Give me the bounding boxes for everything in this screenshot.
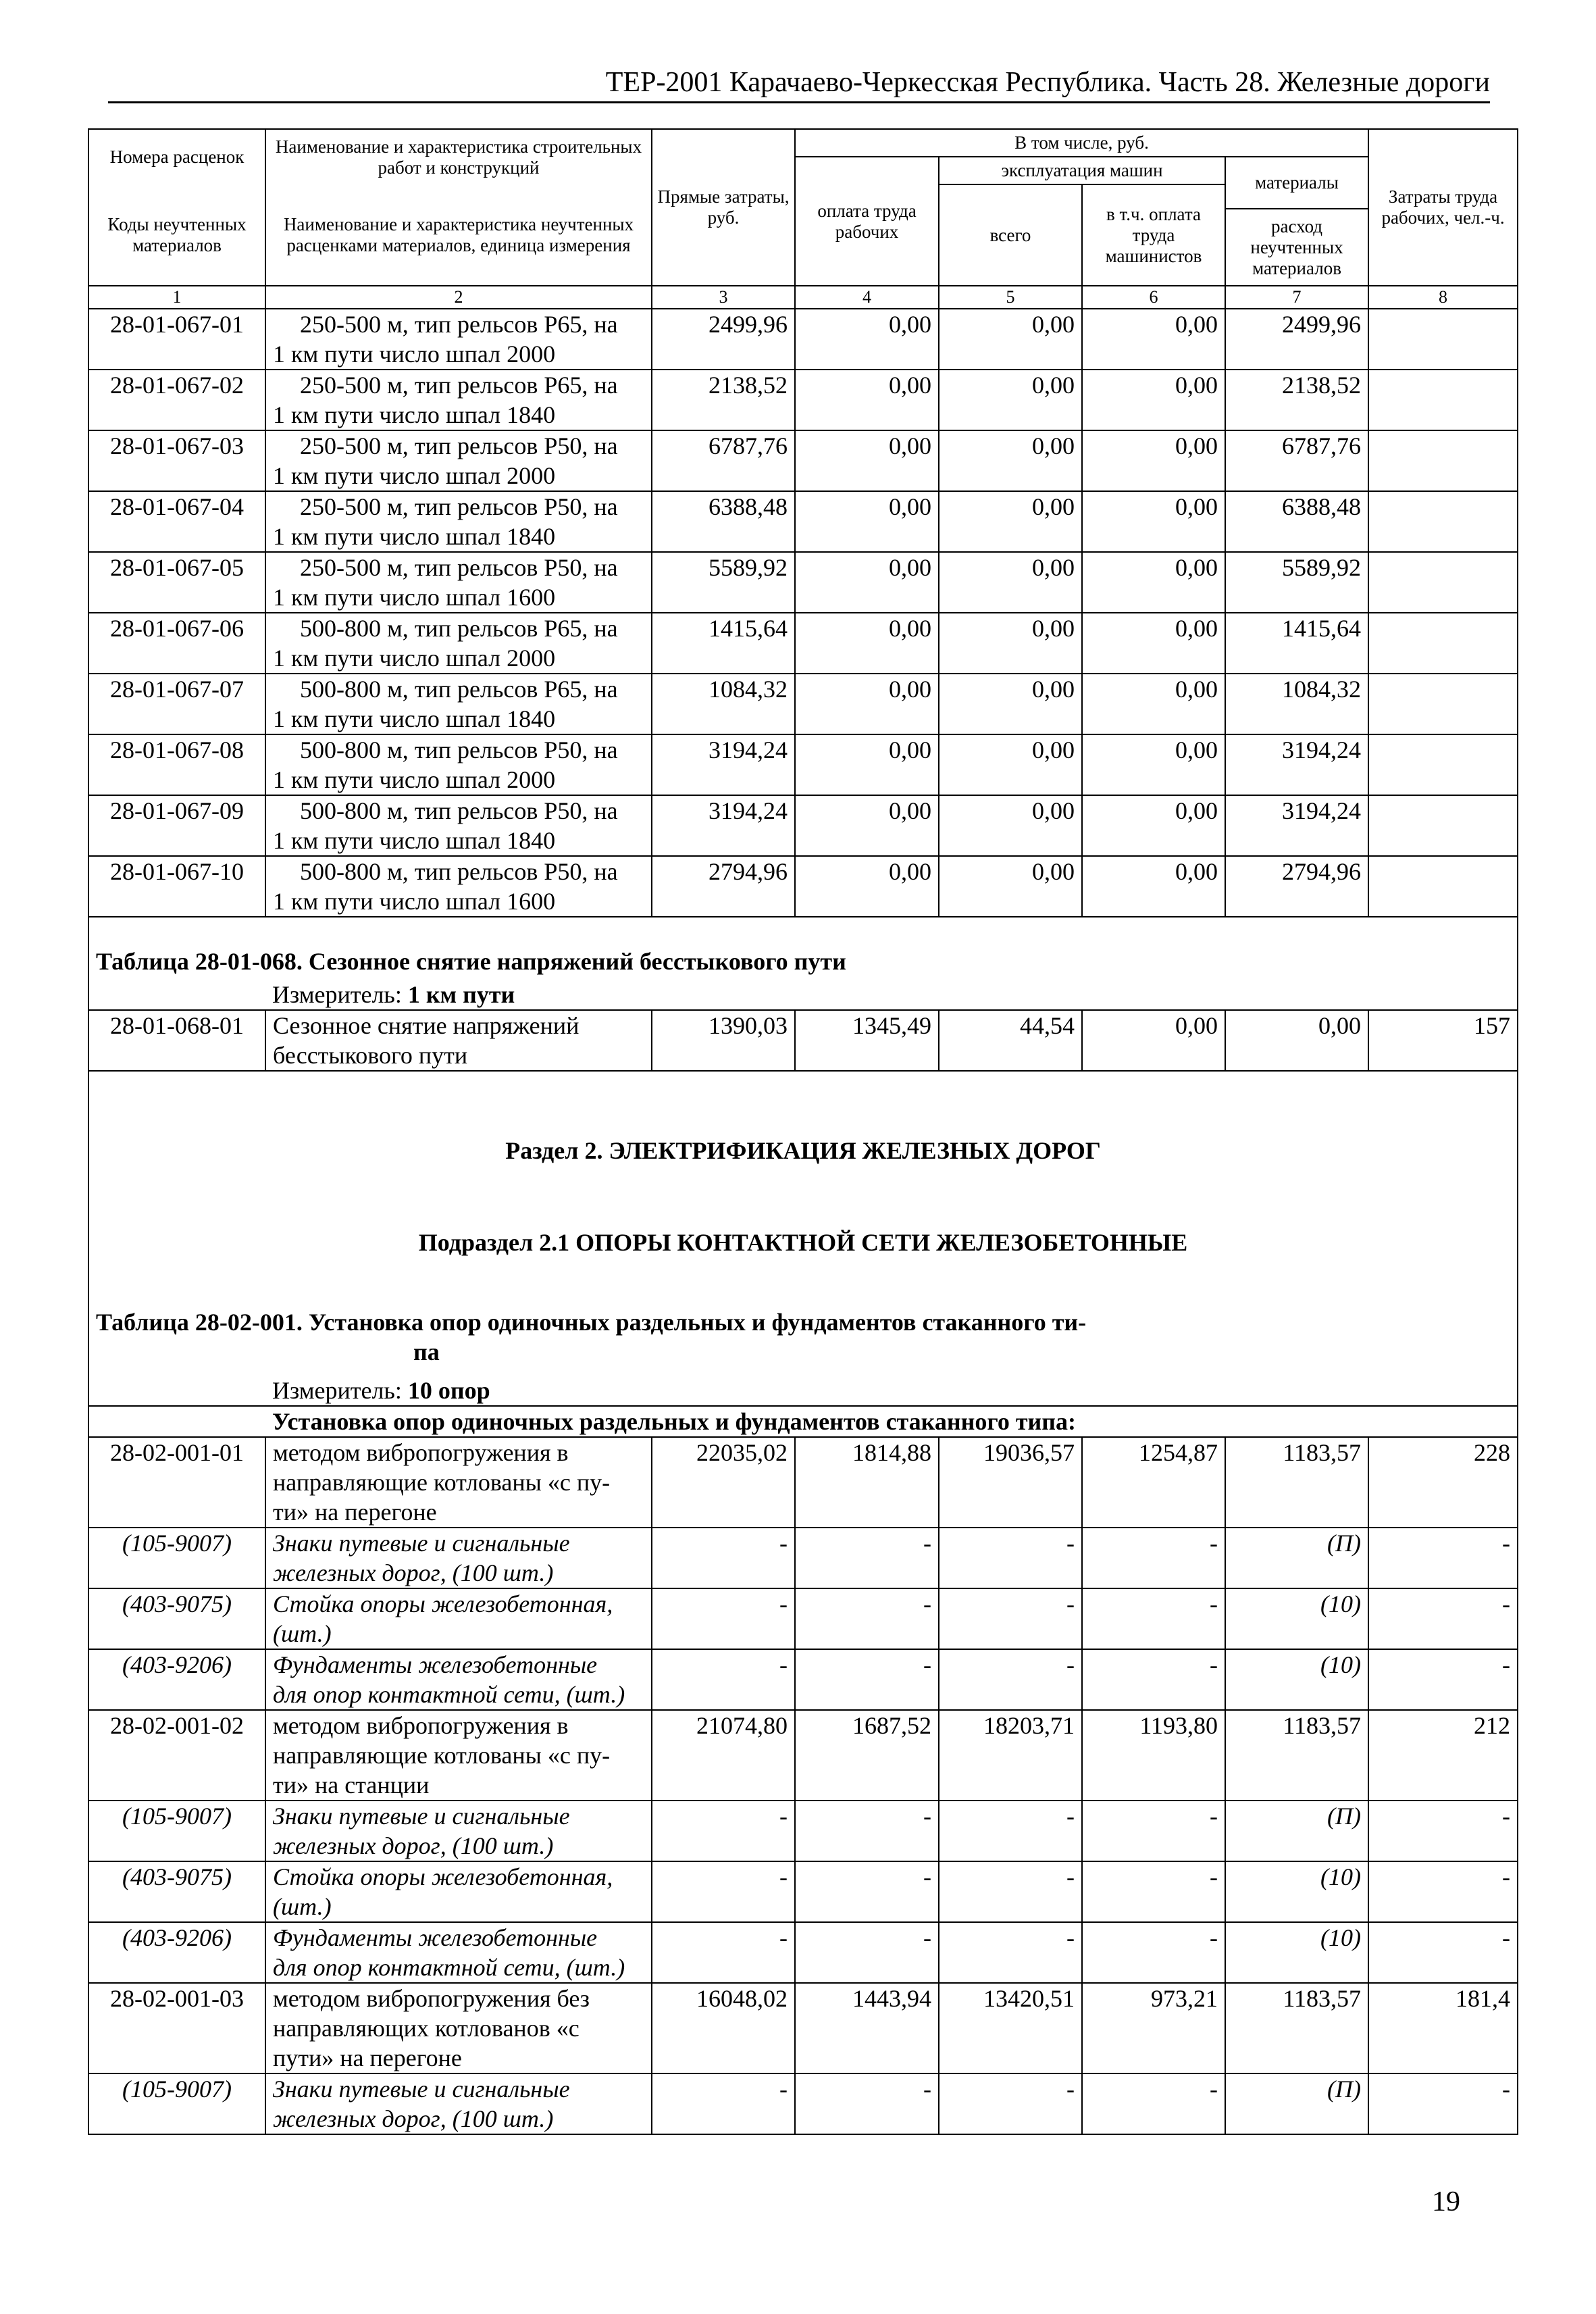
table-row <box>88 370 1518 430</box>
desc-line: 250-500 м, тип рельсов Р50, на <box>300 432 618 459</box>
title-line: Таблица 28-02-001. Установка опор одиночных раздельных и фундаментов стаканного ти- <box>96 1309 1087 1336</box>
machinists-pay: 0,00 <box>1082 1010 1225 1071</box>
table-row <box>88 309 1518 370</box>
material-description <box>265 1588 652 1649</box>
direct-costs: 3194,24 <box>652 795 795 856</box>
col-header-materials-use: расход неучтенных материалов <box>1225 209 1368 286</box>
col-header-work-name: Наименование и характеристика строительных работ и конструкций <box>265 129 652 184</box>
labor-pay: 0,00 <box>795 674 939 734</box>
machines-total: 0,00 <box>939 795 1082 856</box>
desc-line: Знаки путевые и сигнальные <box>273 1530 570 1557</box>
labor-hours: - <box>1368 1801 1518 1861</box>
labor-pay: - <box>795 1922 939 1983</box>
labor-hours: - <box>1368 1861 1518 1922</box>
labor-pay: - <box>795 1528 939 1588</box>
column-numbers-row <box>88 286 1518 309</box>
material-description <box>265 1649 652 1710</box>
rate-code: 28-01-067-09 <box>88 795 265 856</box>
labor-hours <box>1368 674 1518 734</box>
labor-pay: - <box>795 2073 939 2134</box>
labor-hours: 157 <box>1368 1010 1518 1071</box>
direct-costs: 6787,76 <box>652 430 795 491</box>
direct-costs: 3194,24 <box>652 734 795 795</box>
direct-costs: 22035,02 <box>652 1437 795 1528</box>
table-068-measure <box>265 979 1518 1010</box>
direct-costs: 5589,92 <box>652 552 795 613</box>
table-row <box>88 795 1518 856</box>
desc-line: железных дорог, (100 шт.) <box>273 1559 554 1586</box>
labor-hours: - <box>1368 1528 1518 1588</box>
rate-code: 28-02-001-02 <box>88 1710 265 1801</box>
machines-total: 0,00 <box>939 309 1082 370</box>
direct-costs: - <box>652 1528 795 1588</box>
table-068-title: Таблица 28-01-068. Сезонное снятие напряжений бесстыкового пути <box>88 917 1518 979</box>
material-description <box>265 1801 652 1861</box>
direct-costs: 2138,52 <box>652 370 795 430</box>
machines-total: - <box>939 1861 1082 1922</box>
machinists-pay: - <box>1082 2073 1225 2134</box>
desc-line: 250-500 м, тип рельсов Р50, на <box>300 493 618 520</box>
desc-line: 1 км пути число шпал 1840 <box>273 827 556 854</box>
machinists-pay: 0,00 <box>1082 370 1225 430</box>
desc-line: 1 км пути число шпал 1840 <box>273 401 556 428</box>
table-row <box>88 1437 1518 1528</box>
machinists-pay: - <box>1082 1649 1225 1710</box>
machines-total: 13420,51 <box>939 1983 1082 2073</box>
direct-costs: - <box>652 1922 795 1983</box>
material-code: (403-9206) <box>88 1922 265 1983</box>
machinists-pay: - <box>1082 1861 1225 1922</box>
labor-pay: 0,00 <box>795 430 939 491</box>
machinists-pay: - <box>1082 1801 1225 1861</box>
desc-line: 1 км пути число шпал 1840 <box>273 523 556 550</box>
labor-hours <box>1368 734 1518 795</box>
direct-costs: 2499,96 <box>652 309 795 370</box>
section-2 <box>88 1071 1518 1437</box>
material-description <box>265 2073 652 2134</box>
desc-line: 1 км пути число шпал 2000 <box>273 645 556 672</box>
rate-code: 28-01-067-01 <box>88 309 265 370</box>
machinists-pay: 0,00 <box>1082 734 1225 795</box>
machines-total: - <box>939 1588 1082 1649</box>
rate-code: 28-01-067-08 <box>88 734 265 795</box>
material-code: (403-9206) <box>88 1649 265 1710</box>
column-number: 8 <box>1368 286 1518 309</box>
material-code: (105-9007) <box>88 1528 265 1588</box>
materials-cost: 2138,52 <box>1225 370 1368 430</box>
machines-total: - <box>939 2073 1082 2134</box>
materials-cost: 1183,57 <box>1225 1437 1368 1528</box>
desc-line: Сезонное снятие напряжений <box>273 1012 580 1039</box>
desc-line: пути» на перегоне <box>273 2044 462 2071</box>
rate-description <box>265 552 652 613</box>
machinists-pay: 0,00 <box>1082 613 1225 674</box>
materials-use: (10) <box>1225 1588 1368 1649</box>
col-header-labor-hours: Затраты труда рабочих, чел.-ч. <box>1368 129 1518 286</box>
resource-row <box>88 2073 1518 2134</box>
rate-code: 28-01-067-02 <box>88 370 265 430</box>
rate-description <box>265 856 652 917</box>
desc-line: 500-800 м, тип рельсов Р65, на <box>300 615 618 642</box>
machines-total: - <box>939 1801 1082 1861</box>
machines-total: 0,00 <box>939 613 1082 674</box>
machinists-pay: 0,00 <box>1082 430 1225 491</box>
direct-costs: - <box>652 1588 795 1649</box>
machines-total: 0,00 <box>939 552 1082 613</box>
rate-description <box>265 491 652 552</box>
materials-cost: 2794,96 <box>1225 856 1368 917</box>
rate-code: 28-01-067-10 <box>88 856 265 917</box>
desc-line: ти» на перегоне <box>273 1499 437 1526</box>
page-number: 19 <box>1432 2186 1460 2217</box>
price-table <box>88 128 1518 2135</box>
desc-line: 500-800 м, тип рельсов Р50, на <box>300 797 618 824</box>
column-number: 3 <box>652 286 795 309</box>
desc-line: 500-800 м, тип рельсов Р65, на <box>300 676 618 703</box>
desc-line: направляющие котлованы «с пу- <box>273 1469 611 1496</box>
material-description <box>265 1861 652 1922</box>
machinists-pay: 0,00 <box>1082 795 1225 856</box>
subsection-title: Подраздел 2.1 ОПОРЫ КОНТАКТНОЙ СЕТИ ЖЕЛЕЗОБЕТОННЫЕ <box>88 1165 1518 1257</box>
machines-total: - <box>939 1528 1082 1588</box>
table-row <box>88 734 1518 795</box>
table-row <box>88 491 1518 552</box>
col-header-machinists-pay: в т.ч. оплата труда машинистов <box>1082 184 1225 286</box>
material-description <box>265 1528 652 1588</box>
desc-line: 500-800 м, тип рельсов Р50, на <box>300 736 618 763</box>
machines-total: 19036,57 <box>939 1437 1082 1528</box>
labor-hours: - <box>1368 1649 1518 1710</box>
column-number: 5 <box>939 286 1082 309</box>
machinists-pay: 0,00 <box>1082 552 1225 613</box>
materials-cost: 1084,32 <box>1225 674 1368 734</box>
table-row <box>88 856 1518 917</box>
machinists-pay: - <box>1082 1922 1225 1983</box>
machinists-pay: 0,00 <box>1082 856 1225 917</box>
desc-line: железных дорог, (100 шт.) <box>273 1832 554 1859</box>
column-number: 6 <box>1082 286 1225 309</box>
direct-costs: 6388,48 <box>652 491 795 552</box>
direct-costs: - <box>652 1861 795 1922</box>
resource-row <box>88 1801 1518 1861</box>
desc-line: 1 км пути число шпал 1600 <box>273 584 556 611</box>
direct-costs: 2794,96 <box>652 856 795 917</box>
materials-use: (П) <box>1225 1801 1368 1861</box>
desc-line: 1 км пути число шпал 1840 <box>273 705 556 732</box>
desc-line: 500-800 м, тип рельсов Р50, на <box>300 858 618 885</box>
rate-description <box>265 734 652 795</box>
materials-use: (П) <box>1225 2073 1368 2134</box>
labor-hours <box>1368 613 1518 674</box>
resource-row <box>88 1861 1518 1922</box>
rate-description <box>265 613 652 674</box>
labor-pay: 0,00 <box>795 795 939 856</box>
machines-total: 18203,71 <box>939 1710 1082 1801</box>
machinists-pay: 0,00 <box>1082 674 1225 734</box>
rate-description <box>265 674 652 734</box>
direct-costs: 16048,02 <box>652 1983 795 2073</box>
table-row <box>88 613 1518 674</box>
materials-cost: 3194,24 <box>1225 795 1368 856</box>
machines-total: - <box>939 1922 1082 1983</box>
machinists-pay: - <box>1082 1528 1225 1588</box>
col-header-including: В том числе, руб. <box>795 129 1368 157</box>
desc-line: 1 км пути число шпал 2000 <box>273 341 556 368</box>
rate-code: 28-01-067-07 <box>88 674 265 734</box>
labor-hours <box>1368 491 1518 552</box>
desc-line: Фундаменты железобетонные <box>273 1651 598 1678</box>
desc-line: 1 км пути число шпал 1600 <box>273 888 556 915</box>
materials-cost: 6388,48 <box>1225 491 1368 552</box>
labor-hours: - <box>1368 1922 1518 1983</box>
header-rule <box>108 101 1490 103</box>
rate-description <box>265 1010 652 1071</box>
desc-line: 1 км пути число шпал 2000 <box>273 766 556 793</box>
materials-cost: 5589,92 <box>1225 552 1368 613</box>
machinists-pay: 1254,87 <box>1082 1437 1225 1528</box>
measure-value: 10 опор <box>407 1377 490 1404</box>
labor-pay: 0,00 <box>795 552 939 613</box>
rate-code: 28-01-067-03 <box>88 430 265 491</box>
measure-value: 1 км пути <box>407 981 515 1008</box>
direct-costs: 1084,32 <box>652 674 795 734</box>
machinists-pay: 973,21 <box>1082 1983 1225 2073</box>
labor-hours <box>1368 309 1518 370</box>
direct-costs: - <box>652 1649 795 1710</box>
desc-line: 250-500 м, тип рельсов Р65, на <box>300 372 618 399</box>
desc-line: направляющих котлованов «с <box>273 2015 580 2042</box>
machinists-pay: - <box>1082 1588 1225 1649</box>
materials-cost: 1183,57 <box>1225 1710 1368 1801</box>
material-code: (105-9007) <box>88 1801 265 1861</box>
table-02-001-body <box>88 1437 1518 2134</box>
table-068 <box>88 917 1518 1071</box>
measure-label: Измеритель: <box>272 1377 408 1404</box>
labor-pay: - <box>795 1649 939 1710</box>
desc-line: для опор контактной сети, (шт.) <box>273 1681 625 1708</box>
labor-pay: 0,00 <box>795 613 939 674</box>
materials-cost: 1183,57 <box>1225 1983 1368 2073</box>
materials-use: (10) <box>1225 1922 1368 1983</box>
desc-line: Стойка опоры железобетонная, <box>273 1863 613 1890</box>
rate-code: 28-01-067-05 <box>88 552 265 613</box>
desc-line: Знаки путевые и сигнальные <box>273 2076 570 2103</box>
title-line: па <box>413 1338 440 1365</box>
labor-hours <box>1368 795 1518 856</box>
rate-code: 28-01-067-06 <box>88 613 265 674</box>
labor-pay: - <box>795 1861 939 1922</box>
labor-pay: 0,00 <box>795 856 939 917</box>
table-row <box>88 674 1518 734</box>
col-header-rate-numbers: Номера расценок <box>88 129 265 184</box>
labor-hours <box>1368 430 1518 491</box>
col-header-materials: материалы <box>1225 157 1368 209</box>
labor-pay: 1814,88 <box>795 1437 939 1528</box>
machines-total: 0,00 <box>939 430 1082 491</box>
col-header-direct-costs: Прямые затраты, руб. <box>652 129 795 286</box>
materials-cost: 1415,64 <box>1225 613 1368 674</box>
desc-line: направляющие котлованы «с пу- <box>273 1742 611 1769</box>
table-row <box>88 1983 1518 2073</box>
labor-hours: 212 <box>1368 1710 1518 1801</box>
table-02-001-title <box>88 1257 1518 1371</box>
table-row <box>88 1710 1518 1801</box>
rate-description <box>265 1710 652 1801</box>
rate-code: 28-02-001-01 <box>88 1437 265 1528</box>
direct-costs: - <box>652 2073 795 2134</box>
running-header: ТЕР-2001 Карачаево-Черкесская Республика. Часть 28. Железные дороги <box>605 67 1490 98</box>
rate-description <box>265 370 652 430</box>
machines-total: 0,00 <box>939 856 1082 917</box>
table-row <box>88 430 1518 491</box>
desc-line: 250-500 м, тип рельсов Р50, на <box>300 554 618 581</box>
material-description <box>265 1922 652 1983</box>
rate-description <box>265 1437 652 1528</box>
desc-line: железных дорог, (100 шт.) <box>273 2105 554 2132</box>
desc-line: методом вибропогружения без <box>273 1985 590 2012</box>
labor-pay: 1443,94 <box>795 1983 939 2073</box>
machinists-pay: 1193,80 <box>1082 1710 1225 1801</box>
machines-total: 0,00 <box>939 734 1082 795</box>
material-code: (403-9075) <box>88 1588 265 1649</box>
machines-total: 0,00 <box>939 370 1082 430</box>
desc-line: ти» на станции <box>273 1771 430 1799</box>
materials-cost: 6787,76 <box>1225 430 1368 491</box>
section-title: Раздел 2. ЭЛЕКТРИФИКАЦИЯ ЖЕЛЕЗНЫХ ДОРОГ <box>88 1071 1518 1165</box>
materials-use: (10) <box>1225 1649 1368 1710</box>
resource-row <box>88 1922 1518 1983</box>
col-header-machines-total: всего <box>939 184 1082 286</box>
labor-hours: 228 <box>1368 1437 1518 1528</box>
labor-pay: 0,00 <box>795 734 939 795</box>
desc-line: для опор контактной сети, (шт.) <box>273 1954 625 1981</box>
column-number: 2 <box>265 286 652 309</box>
desc-line: бесстыкового пути <box>273 1042 468 1069</box>
materials-use: (П) <box>1225 1528 1368 1588</box>
material-code: (105-9007) <box>88 2073 265 2134</box>
labor-hours: 181,4 <box>1368 1983 1518 2073</box>
materials-cost: 0,00 <box>1225 1010 1368 1071</box>
machines-total: 0,00 <box>939 491 1082 552</box>
labor-pay: - <box>795 1801 939 1861</box>
rate-description <box>265 1983 652 2073</box>
direct-costs: - <box>652 1801 795 1861</box>
desc-line: 250-500 м, тип рельсов Р65, на <box>300 311 618 338</box>
labor-pay: - <box>795 1588 939 1649</box>
materials-cost: 3194,24 <box>1225 734 1368 795</box>
labor-hours: - <box>1368 1588 1518 1649</box>
desc-line: 1 км пути число шпал 2000 <box>273 462 556 489</box>
desc-line: (шт.) <box>273 1893 332 1920</box>
labor-hours <box>1368 856 1518 917</box>
material-code: (403-9075) <box>88 1861 265 1922</box>
labor-pay: 0,00 <box>795 370 939 430</box>
labor-pay: 0,00 <box>795 491 939 552</box>
desc-line: Фундаменты железобетонные <box>273 1924 598 1951</box>
desc-line: Стойка опоры железобетонная, <box>273 1590 613 1617</box>
resource-row <box>88 1588 1518 1649</box>
direct-costs: 21074,80 <box>652 1710 795 1801</box>
table-row <box>88 552 1518 613</box>
rate-code: 28-01-067-04 <box>88 491 265 552</box>
machinists-pay: 0,00 <box>1082 309 1225 370</box>
machines-total: 44,54 <box>939 1010 1082 1071</box>
direct-costs: 1390,03 <box>652 1010 795 1071</box>
direct-costs: 1415,64 <box>652 613 795 674</box>
column-number: 7 <box>1225 286 1368 309</box>
desc-line: методом вибропогружения в <box>273 1439 569 1466</box>
desc-line: (шт.) <box>273 1620 332 1647</box>
materials-cost: 2499,96 <box>1225 309 1368 370</box>
materials-use: (10) <box>1225 1861 1368 1922</box>
table-row <box>88 1010 1518 1071</box>
machines-total: 0,00 <box>939 674 1082 734</box>
col-header-machines: эксплуатация машин <box>939 157 1225 184</box>
col-header-material-name: Наименование и характеристика неучтенных расценками материалов, единица измерения <box>265 184 652 286</box>
rate-code: 28-02-001-03 <box>88 1983 265 2073</box>
labor-pay: 1687,52 <box>795 1710 939 1801</box>
table-02-001-measure <box>265 1371 1518 1406</box>
rate-code: 28-01-068-01 <box>88 1010 265 1071</box>
desc-line: методом вибропогружения в <box>273 1712 569 1739</box>
column-number: 4 <box>795 286 939 309</box>
table-067-body <box>88 309 1518 917</box>
col-header-material-codes: Коды неучтенных материалов <box>88 184 265 286</box>
measure-label: Измеритель: <box>272 981 408 1008</box>
resource-row <box>88 1528 1518 1588</box>
labor-hours: - <box>1368 2073 1518 2134</box>
rate-description <box>265 430 652 491</box>
resource-row <box>88 1649 1518 1710</box>
col-header-labor-pay: оплата труда рабочих <box>795 157 939 286</box>
labor-pay: 1345,49 <box>795 1010 939 1071</box>
labor-hours <box>1368 370 1518 430</box>
machinists-pay: 0,00 <box>1082 491 1225 552</box>
table-02-001-subheading: Установка опор одиночных раздельных и фундаментов стаканного типа: <box>265 1406 1518 1437</box>
column-number: 1 <box>88 286 265 309</box>
machines-total: - <box>939 1649 1082 1710</box>
rate-description <box>265 309 652 370</box>
labor-pay: 0,00 <box>795 309 939 370</box>
rate-description <box>265 795 652 856</box>
desc-line: Знаки путевые и сигнальные <box>273 1803 570 1830</box>
labor-hours <box>1368 552 1518 613</box>
